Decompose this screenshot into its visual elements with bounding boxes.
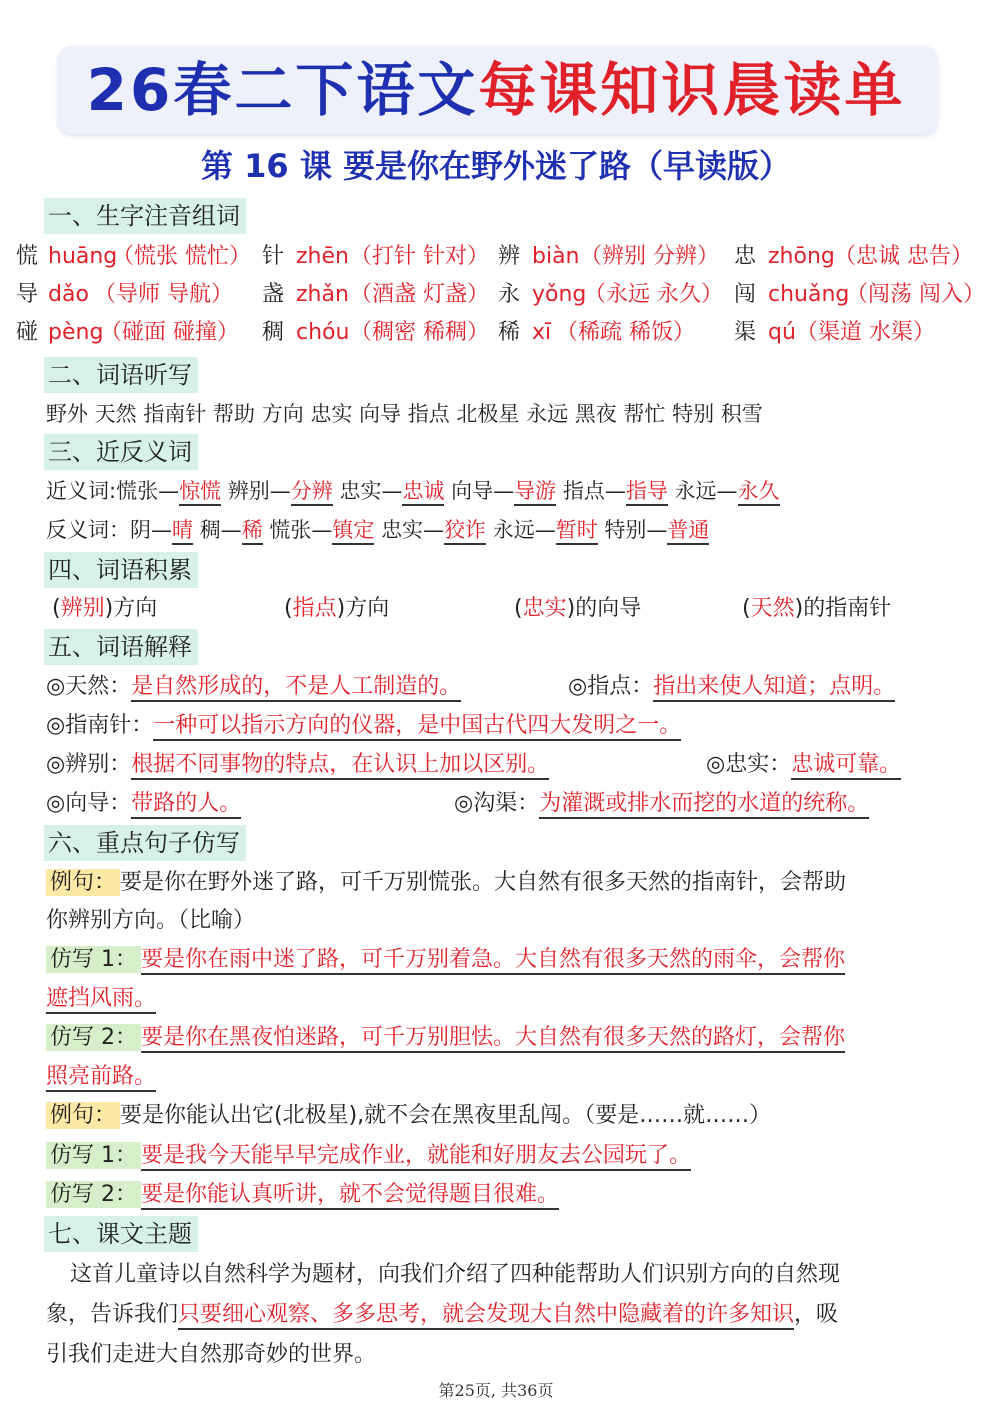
char-words: （辨别 分辨） [580,244,719,269]
explain-item [46,707,681,745]
antonym-answer: 晴 [172,518,193,545]
section-heading-4: 四、词语积累 [44,552,198,588]
imitation-text: 照亮前路。 [46,1064,156,1092]
char-words: （渠道 水渠） [796,320,935,345]
char-words: （永远 永久） [584,282,723,307]
page-number: 第25页, 共36页 [438,1381,554,1400]
explain-term: 辨别： [65,752,132,777]
antonym-word: 稠— [199,518,242,542]
char: 渠 [734,320,757,345]
explain-item [46,668,461,706]
explain-item [568,668,895,706]
synonym-answer: 导游 [514,479,556,506]
section-heading-3: 三、近反义词 [44,434,198,470]
imitation-1a-cont [46,980,156,1018]
accumulate-item: (辨别)方向 [52,596,158,621]
bullet-icon: ◎ [46,752,66,777]
bullet-icon: ◎ [706,752,726,777]
pinyin: zhōng [768,244,835,269]
pinyin: qú [768,320,796,345]
accumulate-rest: )的指南针 [794,596,892,621]
imitation-label: 仿写 1： [46,946,141,973]
char-row [0,314,992,352]
explain-def: 带路的人。 [131,791,241,819]
bullet-icon: ◎ [46,713,66,738]
section-heading-7: 七、课文主题 [44,1216,198,1252]
pinyin: chóu [296,320,350,345]
antonym-word: 特别— [604,518,668,542]
accumulate-fill: 忠实 [522,596,567,621]
example-label: 例句： [46,869,120,896]
section-heading-5: 五、词语解释 [44,629,198,665]
imitation-text: 要是你在雨中迷了路，可千万别着急。大自然有很多天然的雨伞，会帮你 [141,947,845,975]
pinyin: huāng [48,244,118,269]
explain-def: 一种可以指示方向的仪器，是中国古代四大发明之一。 [153,713,681,741]
antonyms-label: 反义词： [46,518,130,542]
char: 辨 [498,244,521,269]
explain-item [454,785,869,823]
accumulate-rest: )方向 [104,596,158,621]
accumulate-item: (忠实)的向导 [514,596,642,621]
theme-paragraph [46,1255,946,1375]
accumulate-fill: 指点 [292,596,337,621]
synonym-answer: 分辨 [291,479,333,506]
explain-def: 指出来使人知道；点明。 [653,674,895,702]
antonym-answer: 暂时 [556,518,598,545]
char: 针 [262,244,285,269]
char: 闯 [734,282,757,307]
char-words: （酒盏 灯盏） [350,282,489,307]
antonym-answer: 镇定 [332,518,374,545]
synonym-word: 忠实— [339,479,403,503]
char: 盏 [262,282,285,307]
synonym-answer: 忠诚 [402,479,444,506]
example-label: 例句： [46,1102,120,1129]
theme-highlight: 只要细心观察、多多思考，就会发现大自然中隐藏着的许多知识 [178,1302,794,1330]
page-title [0,50,992,130]
explain-term: 天然： [65,674,132,699]
char: 导 [16,282,39,307]
bullet-icon: ◎ [46,674,66,699]
synonym-word: 辨别— [227,479,291,503]
char: 稠 [262,320,285,345]
char-words: （打针 针对） [350,244,489,269]
char-words: （导师 导航） [94,282,233,307]
imitation-2a-cont [46,1058,156,1096]
synonym-answer: 惊慌 [179,479,221,506]
imitation-label: 仿写 1： [46,1142,141,1169]
pinyin: pèng [48,320,104,345]
explain-term: 忠实： [725,752,792,777]
accumulate-row [0,590,992,628]
imitation-text: 遮挡风雨。 [46,986,156,1014]
bullet-icon: ◎ [46,791,66,816]
theme-text: 象，告诉我们 [46,1302,179,1327]
section-heading-2: 二、词语听写 [44,357,198,393]
synonym-word: 指点— [562,479,626,503]
imitation-2b [46,1176,559,1214]
lesson-subtitle: 第 16 课 要是你在野外迷了路（早读版） [201,147,791,185]
pinyin: xī [532,320,552,345]
accumulate-fill: 天然 [750,596,795,621]
antonyms-line [46,511,709,549]
pinyin: biàn [532,244,580,269]
char-words: （慌张 慌忙） [112,244,251,269]
antonym-word: 慌张— [269,518,333,542]
example-sentence-2 [46,1097,771,1135]
bullet-icon: ◎ [568,674,588,699]
explain-item [46,785,241,823]
explain-def: 根据不同事物的特点，在认识上加以区别。 [131,752,549,780]
explain-def: 忠诚可靠。 [791,752,901,780]
imitation-text: 要是你在黑夜怕迷路，可千万别胆怯。大自然有很多天然的路灯，会帮你 [141,1025,845,1053]
explain-term: 指点： [587,674,654,699]
imitation-2a [46,1019,845,1057]
synonym-answer: 永久 [738,479,780,506]
synonym-word: 永远— [674,479,738,503]
accumulate-item: (天然)的指南针 [742,596,892,621]
theme-text: ，吸 [794,1302,839,1327]
char: 永 [498,282,521,307]
section-heading-1: 一、生字注音组词 [44,198,246,234]
imitation-label: 仿写 2： [46,1024,141,1051]
explain-row [0,785,992,823]
section-heading-6: 六、重点句子仿写 [44,825,246,861]
theme-line-2 [46,1295,946,1335]
explain-term: 向导： [65,791,132,816]
theme-line-1: 这首儿童诗以自然科学为题材，向我们介绍了四种能帮助人们识别方向的自然现 [70,1262,841,1287]
example-sentence-1-cont: 你辨别方向。（比喻） [46,908,256,933]
explain-item [706,746,901,784]
synonyms-line [46,472,780,510]
example-sentence-1 [46,864,846,902]
title-grade: 26春二下语文 [86,56,479,124]
title-main: 每课知识晨读单 [478,56,906,124]
accumulate-fill: 辨别 [60,596,105,621]
char-words: （碰面 碰撞） [100,320,239,345]
antonym-answer: 稀 [242,518,263,545]
imitation-text: 要是你能认真听讲，就不会觉得题目很难。 [141,1182,559,1210]
explain-row [0,746,992,784]
imitation-text: 要是我今天能早早完成作业，就能和好朋友去公园玩了。 [141,1143,691,1171]
char: 碰 [16,320,39,345]
accumulate-rest: )方向 [336,596,390,621]
pinyin: chuǎng [768,282,850,307]
antonym-word: 忠实— [381,518,445,542]
explain-item [46,746,549,784]
synonym-word: 向导— [451,479,515,503]
antonym-word: 阴— [130,518,172,542]
char: 稀 [498,320,521,345]
explain-term: 指南针： [65,713,154,738]
synonyms-label: 近义词: [46,479,117,503]
char-row [0,276,992,314]
explain-row [0,668,992,706]
antonym-answer: 普通 [667,518,709,545]
bullet-icon: ◎ [454,791,474,816]
pinyin: zhǎn [296,282,349,307]
imitation-1a [46,941,845,979]
example-text: 要是你在野外迷了路，可千万别慌张。大自然有很多天然的指南针，会帮助 [120,870,847,895]
char: 慌 [16,244,39,269]
char-row [0,238,992,276]
antonym-word: 永远— [492,518,556,542]
explain-def: 是自然形成的，不是人工制造的。 [131,674,461,702]
char-words: （稀疏 稀饭） [556,320,695,345]
pinyin: dǎo [48,282,89,307]
synonym-answer: 指导 [626,479,668,506]
synonym-word: 慌张— [116,479,180,503]
pinyin: zhēn [296,244,349,269]
explain-def: 为灌溉或排水而挖的水道的统称。 [539,791,869,819]
char-words: （忠诚 忠告） [834,244,973,269]
accumulate-rest: )的向导 [566,596,642,621]
example-text: 要是你能认出它(北极星),就不会在黑夜里乱闯。（要是……就……） [120,1103,772,1128]
explain-row [0,707,992,745]
dictation-words: 野外 天然 指南针 帮助 方向 忠实 向导 指点 北极星 永远 黑夜 帮忙 特别 积雪 [46,402,763,426]
antonym-answer: 狡诈 [444,518,486,545]
theme-line-3: 引我们走进大自然那奇妙的世界。 [46,1342,377,1367]
char-words: （闯荡 闯入） [846,282,985,307]
imitation-1b [46,1137,691,1175]
accumulate-item: (指点)方向 [284,596,390,621]
char: 忠 [734,244,757,269]
pinyin: yǒng [532,282,587,307]
char-words: （稠密 稀稠） [350,320,489,345]
explain-term: 沟渠： [473,791,540,816]
imitation-label: 仿写 2： [46,1181,141,1208]
